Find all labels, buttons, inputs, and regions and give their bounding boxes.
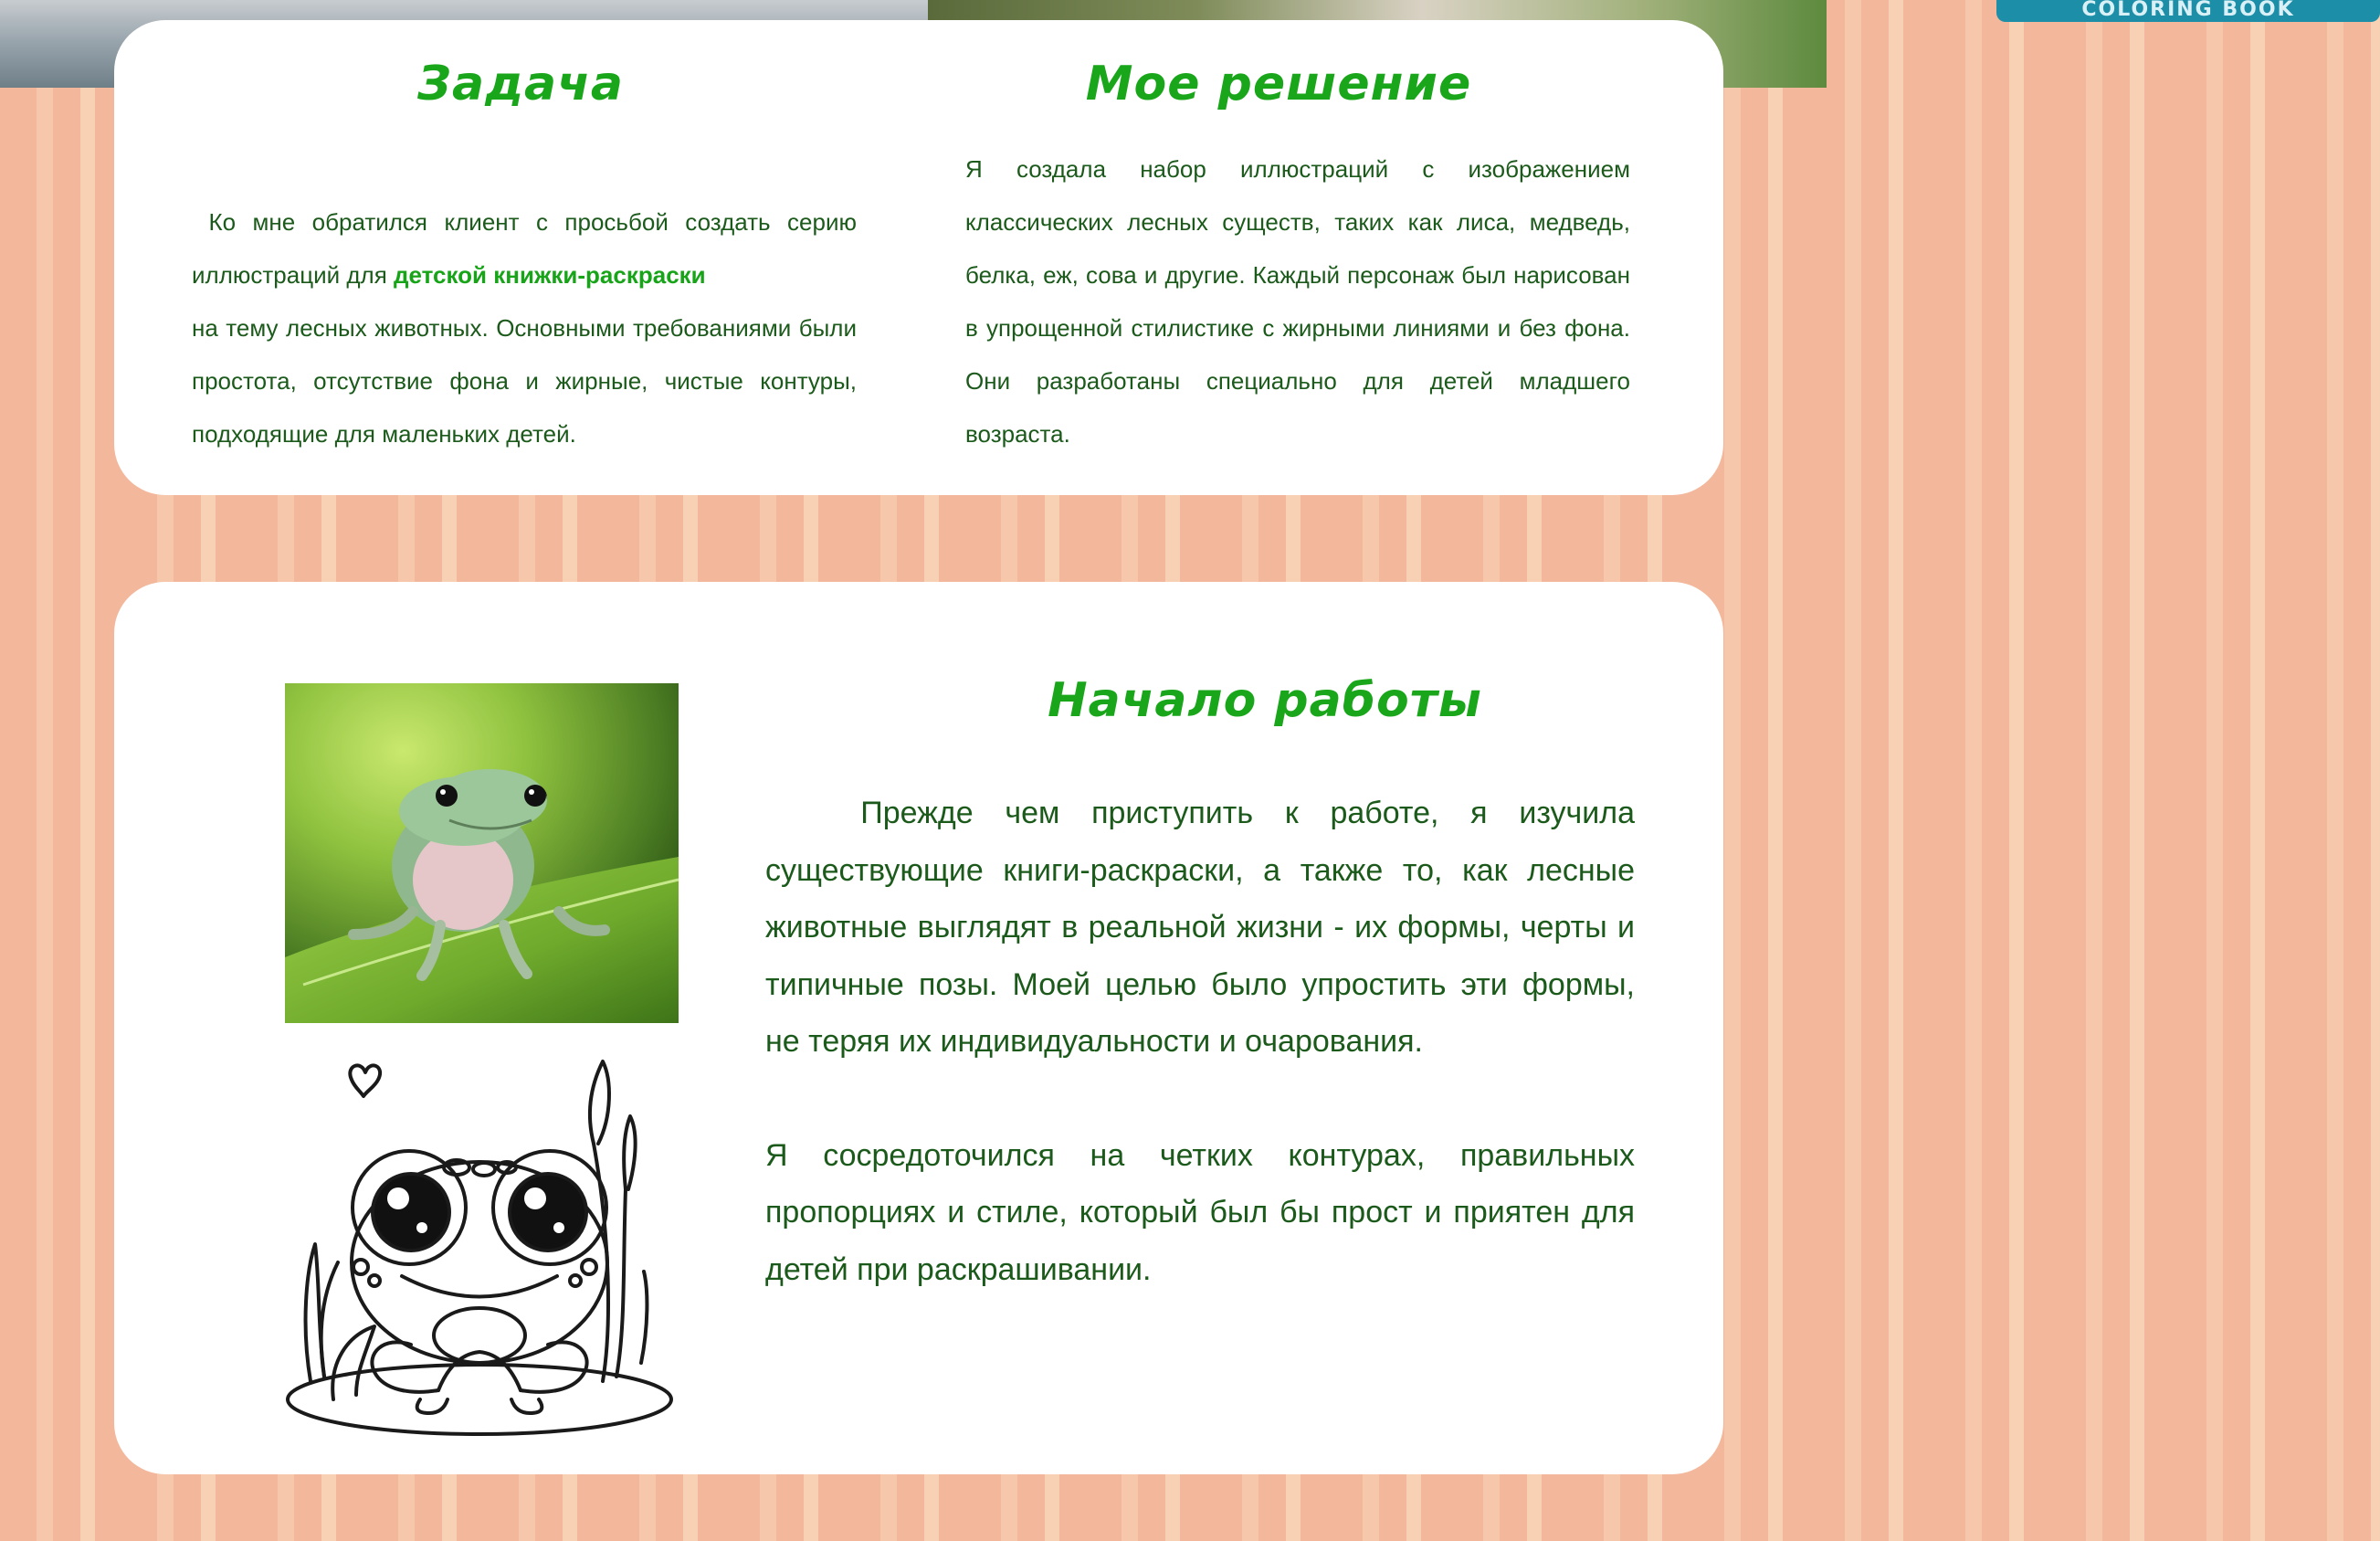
- start-paragraph-1: Прежде чем приступить к работе, я изучила существующие книги-раскраски, а также то, как лесные животные выглядят в реальной жизни - их формы, черты и типичные позы. Моей целью было упростить эти формы, не теряя их индивидуальности и очарования.: [765, 796, 1635, 1059]
- book-cover: COLORING BOOK: [1996, 0, 2380, 22]
- task-highlight: детской книжки-раскраски: [394, 261, 706, 289]
- task-text: [192, 195, 857, 460]
- start-heading: Начало работы: [1048, 673, 1482, 728]
- solution-text: Я создала набор иллюстраций с изображением классических лесных существ, таких как лиса, медведь, белка, еж, сова и другие. Каждый персонаж был нарисован в упрощенной стилистике с жирными линиями и без фона. Они разработаны специально для детей младшего возраста.: [965, 155, 1630, 448]
- start-card: [114, 582, 1723, 1474]
- task-text-after: на тему лесных животных. Основными требованиями были простота, отсутствие фона и жирные, чистые контуры, подходящие для маленьких детей.: [192, 314, 857, 448]
- start-paragraph-2: Я сосредоточился на четких контурах, правильных пропорциях и стиле, который был бы прост и приятен для детей при раскрашивании.: [765, 1137, 1635, 1287]
- frog-coloring-drawing: [283, 1052, 678, 1436]
- task-text-before: Ко мне обратился клиент с просьбой создать серию иллюстраций для: [192, 208, 857, 289]
- frog-photo: [285, 683, 679, 1023]
- task-solution-card: [114, 20, 1723, 495]
- start-text: [765, 785, 1635, 1298]
- solution-heading: Мое решение: [1085, 57, 1472, 111]
- task-heading: Задача: [417, 57, 624, 111]
- frog-photo-image: [285, 683, 679, 1023]
